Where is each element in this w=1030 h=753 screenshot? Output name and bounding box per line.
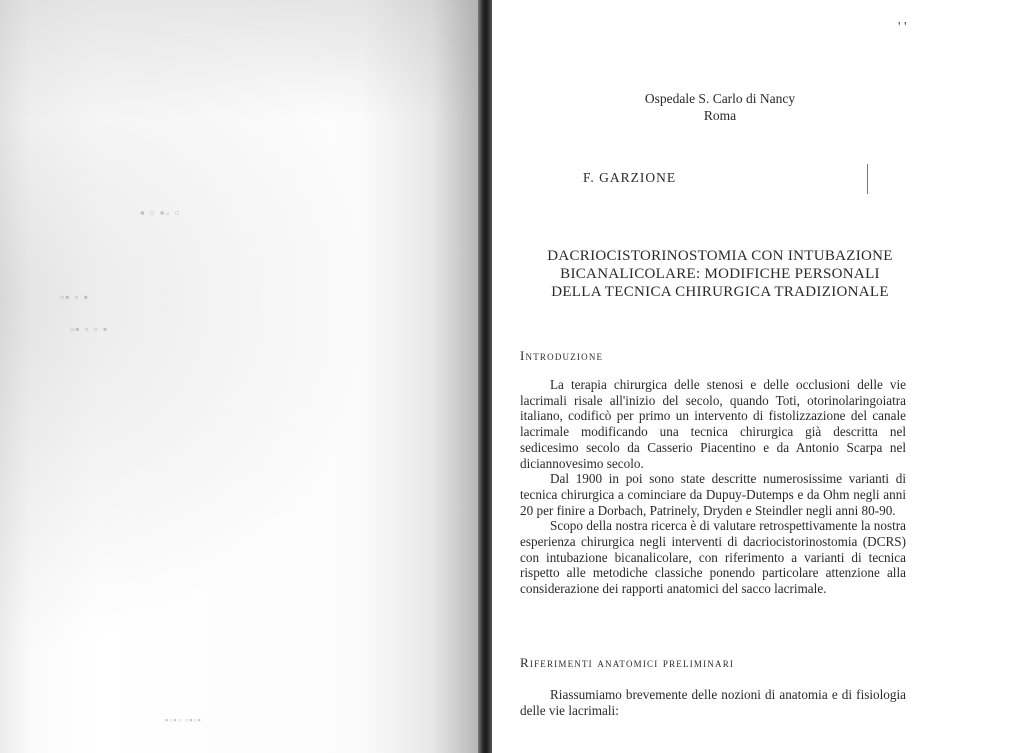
scan-shadow (0, 0, 480, 120)
author-name: F. GARZIONE (583, 170, 677, 185)
title-line: DACRIOCISTORINOSTOMIA CON INTUBAZIONE (547, 248, 893, 264)
title-line: BICANALICOLARE: MODIFICHE PERSONALI (560, 266, 880, 282)
intro-body (520, 377, 906, 597)
corner-marks: ' ' (898, 20, 907, 35)
bleedthrough-mark: ▪ ▫ ▪‑ ▫ (140, 205, 181, 220)
paragraph: Riassumiamo brevemente delle nozioni di anatomia e di fisiologia delle vie lacrimali: (520, 687, 906, 718)
paragraph: Scopo della nostra ricerca è di valutare retrospettivamente la nostra esperienza chirurgica negli interventi di dacriocistorinostomia (DCRS) con intubazione bicanalicolare, con riferimento a varianti di tecnica rispetto alle metodiche classiche ponendo particolare attenzione alla considerazione dei rapporti anatomici del sacco lacrimale. (520, 518, 906, 597)
anatomy-body (520, 687, 906, 718)
paragraph: Dal 1900 in poi sono state descritte numerosissime varianti di tecnica chirurgica a cominciare da Dupuy-Dutemps e da Ohm negli anni 20 per finire a Dorbach, Patrinely, Dryden e Steindler negli anni 80-90. (520, 471, 906, 518)
bleedthrough-mark: ▫▪ ▫ ▫ ▪ (70, 322, 109, 336)
book-spine (478, 0, 492, 753)
section-heading-intro: Introduzione (520, 348, 604, 363)
article-title (520, 247, 920, 301)
paragraph: La terapia chirurgica delle stenosi e delle occlusioni delle vie lacrimali risale all'inizio del secolo, quando Toti, otorinolaringoiatra italiano, codificò per primo un intervento di fistolizzazione del canale lacrimale modificando una tecnica chirurgica già descritta nel sedicesimo secolo da Casserio Piacentino e da Antonio Scarpa nel diciannovesimo secolo. (520, 377, 906, 471)
section-heading-anatomy: Riferimenti anatomici preliminari (520, 655, 735, 670)
bleedthrough-mark: ▫▪ ▫ ▪ (60, 290, 90, 304)
affiliation-city: Roma (703, 108, 737, 123)
left-page-bleedthrough (0, 0, 480, 753)
bleedthrough-mark: ▪▫▪▫ ▫▪▫▪ (165, 715, 202, 725)
affiliation (520, 90, 920, 124)
margin-line (867, 164, 868, 194)
title-line: DELLA TECNICA CHIRURGICA TRADIZIONALE (551, 284, 889, 300)
affiliation-hospital: Ospedale S. Carlo di Nancy (644, 91, 796, 106)
